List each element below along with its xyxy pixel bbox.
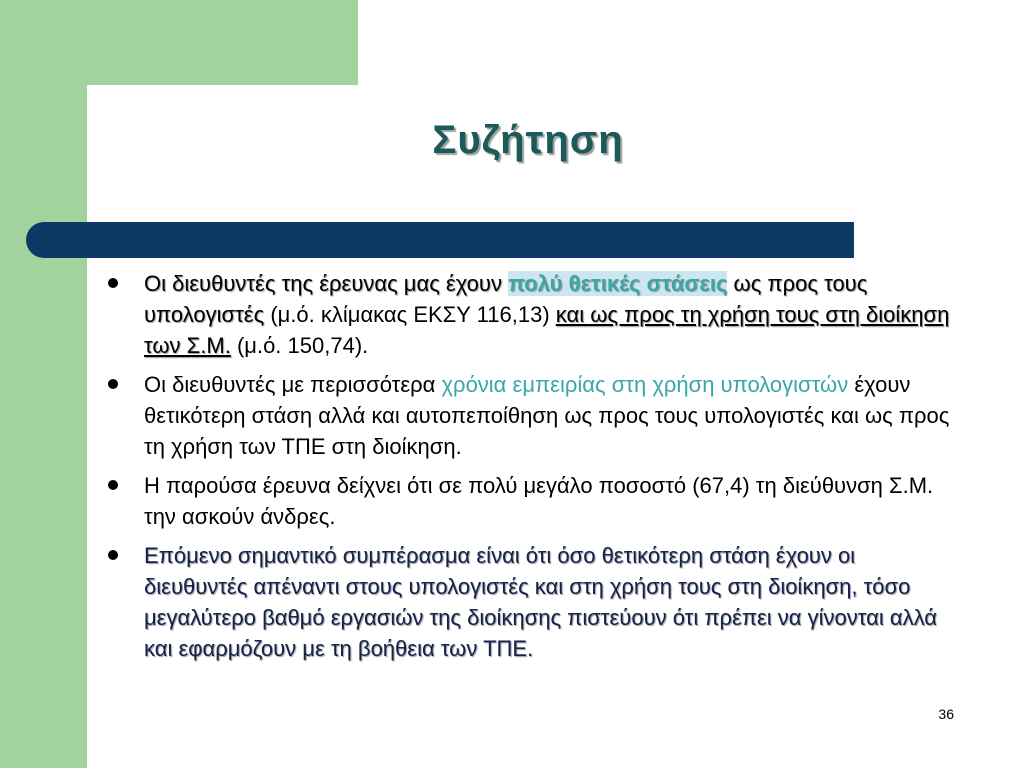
- bullet-1-text-3: και ως προς τη χρήση τους στη διοίκηση των Σ.Μ.: [144, 302, 950, 358]
- bullet-1-note-2: (μ.ό. 150,74).: [236, 333, 369, 358]
- top-green-band: [0, 0, 358, 85]
- bullet-item: [104, 268, 954, 361]
- bullet-1-text-1: Οι διευθυντές της έρευνας μας έχουν: [144, 271, 502, 296]
- slide-title: Συζήτηση: [432, 118, 624, 162]
- bullet-item: [104, 470, 954, 532]
- bullet-dot-icon: [108, 480, 118, 490]
- side-green-band: [0, 0, 87, 768]
- bullet-1-text-2: ως προς τους υπολογιστές: [144, 271, 868, 327]
- bullet-2-text-1: Οι διευθυντές με περισσότερα: [144, 372, 436, 397]
- title-divider-bar: [26, 222, 854, 258]
- bullet-4-text: Επόμενο σημαντικό συμπέρασμα είναι ότι όσο θετικότερη στάση έχουν οι διευθυντές απέναντι στους υπολογιστές και στη χρήση τους στη διοίκηση, τόσο μεγαλύτερο βαθμό εργασιών της διοίκησης πιστεύουν ότι πρέπει να γίνονται αλλά και εφαρμόζουν με τη βοήθεια των ΤΠΕ.: [144, 543, 937, 661]
- page-number: 36: [938, 706, 954, 722]
- bullet-dot-icon: [108, 550, 118, 560]
- bullet-2-text-2: έχουν θετικότερη στάση αλλά και αυτοπεποίθηση ως προς τους υπολογιστές και ως προς τη χρήση των ΤΠΕ στη διοίκηση.: [144, 372, 950, 459]
- bullet-item: [104, 369, 954, 462]
- bullet-1-highlight-1: πολύ θετικές στάσεις: [508, 271, 728, 296]
- bullet-dot-icon: [108, 379, 118, 389]
- bullet-dot-icon: [108, 278, 118, 288]
- bullet-3-text: Η παρούσα έρευνα δείχνει ότι σε πολύ μεγάλο ποσοστό (67,4) τη διεύθυνση Σ.Μ. την ασκούν άνδρες.: [144, 473, 934, 529]
- content-corner: [87, 85, 177, 175]
- bullet-item: [104, 540, 954, 664]
- bullet-list: [104, 268, 954, 672]
- bullet-2-highlight: χρόνια εμπειρίας στη χρήση υπολογιστών: [441, 372, 849, 397]
- bullet-1-note-1: (μ.ό. κλίμακας ΕΚΣΥ 116,13): [270, 302, 550, 327]
